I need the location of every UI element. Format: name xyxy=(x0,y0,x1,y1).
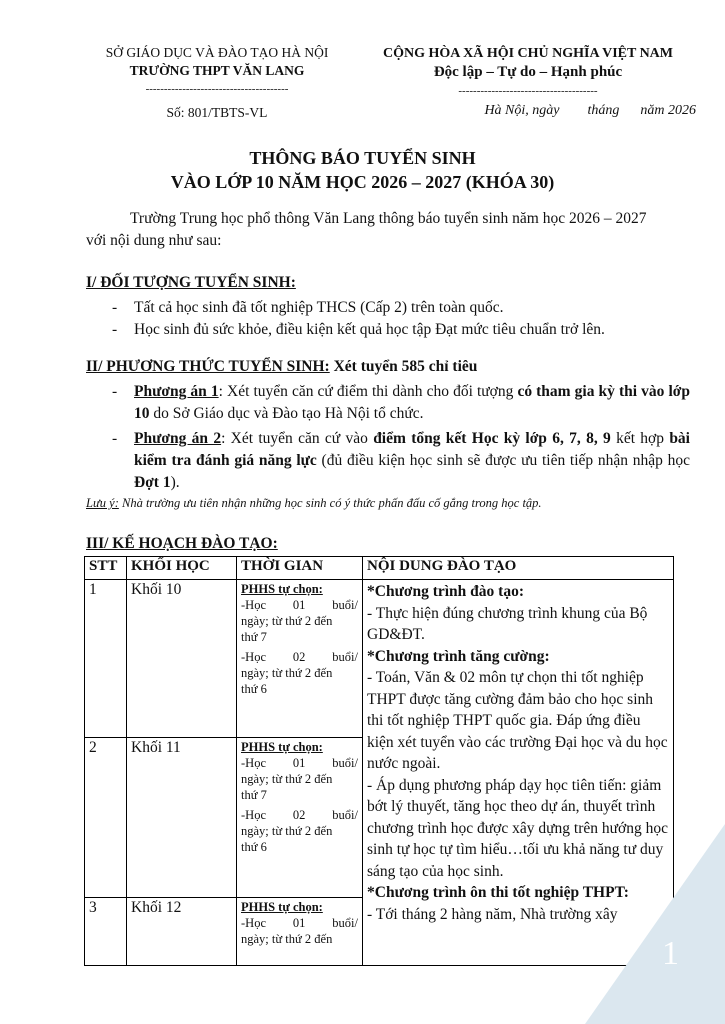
corner-decoration xyxy=(585,824,725,1024)
option-2-text: : Xét tuyển căn cứ vào xyxy=(221,430,374,447)
schedule-text: buổi/ xyxy=(332,916,358,930)
section-1-heading: I/ ĐỐI TƯỢNG TUYỂN SINH: xyxy=(86,274,296,291)
date-line: Hà Nội, ngày tháng năm 2026 xyxy=(484,103,696,118)
content-text: - Thực hiện đúng chương trình khung của Bộ GD&ĐT. xyxy=(367,604,648,643)
section-3-heading: III/ KẾ HOẠCH ĐÀO TẠO: xyxy=(86,535,278,552)
option-2-emphasis: điểm tổng kết Học kỳ lớp 6, 7, 8, 9 xyxy=(373,430,611,447)
schedule-option xyxy=(241,755,358,771)
option-1 xyxy=(112,381,690,425)
schedule-text: -Học xyxy=(241,808,266,822)
schedule-text: -Học xyxy=(241,598,266,612)
schedule-heading: PHHS tự chọn: xyxy=(241,582,323,596)
bullet-dash: - xyxy=(112,383,118,400)
content-text: - Áp dụng phương pháp dạy học tiên tiến: giảm bớt lý thuyết, tăng học theo dự án, thuyết trình chương trình học được xây dựng trên hướng học sinh tự học tự tìm hiểu…tối ưu khả năng tư duy sáng tạo của học sinh. xyxy=(367,776,668,880)
content-text: - Toán, Văn & 02 môn tự chọn thi tốt nghiệp THPT được tăng cường đảm bảo cho học sinh thi tốt nghiệp THPT quốc gia. Đáp ứng điều kiện xét tuyển vào các trường Đại học và du học nước ngoài. xyxy=(367,669,668,772)
bullet-dash: - xyxy=(112,321,118,338)
schedule-text: 01 xyxy=(292,916,306,930)
schedule-text: 01 xyxy=(292,756,306,770)
grade-cell: Khối 11 xyxy=(127,738,237,898)
schedule-text: ngày; từ thứ 2 đến xyxy=(241,614,333,628)
column-header-time: THỜI GIAN xyxy=(237,557,363,580)
section-2-quota: Xét tuyển 585 chỉ tiêu xyxy=(329,358,478,375)
item-text: Học sinh đủ sức khỏe, điều kiện kết quả học tập Đạt mức tiêu chuẩn trở lên. xyxy=(134,321,605,338)
content-heading: *Chương trình đào tạo: xyxy=(367,583,524,600)
schedule-text: 02 xyxy=(292,650,306,664)
national-title: CỘNG HÒA XÃ HỘI CHỦ NGHĨA VIỆT NAM xyxy=(382,46,673,61)
schedule-cell xyxy=(237,738,363,898)
item-text: Tất cả học sinh đã tốt nghiệp THCS (Cấp 2) trên toàn quốc. xyxy=(134,299,504,316)
option-1-text-end: do Sở Giáo dục và Đào tạo Hà Nội tổ chức. xyxy=(149,405,424,422)
stt-cell: 3 xyxy=(85,898,127,966)
schedule-text: ngày; từ thứ 2 đến xyxy=(241,932,333,946)
note-text: Nhà trường ưu tiên nhận những học sinh có ý thức phấn đấu cố gắng trong học tập. xyxy=(118,496,542,510)
schedule-text: buổi/ xyxy=(332,756,358,770)
schedule-cell xyxy=(237,580,363,738)
schedule-heading: PHHS tự chọn: xyxy=(241,900,323,914)
table-row xyxy=(85,580,674,738)
intro-paragraph: Trường Trung học phổ thông Văn Lang thông báo tuyển sinh năm học 2026 – 2027 với nội dung như sau: xyxy=(86,210,647,249)
option-1-label: Phương án 1 xyxy=(134,383,219,400)
section-2-title: II/ PHƯƠNG THỨC TUYỂN SINH: xyxy=(86,358,330,375)
option-2-text-end: ). xyxy=(170,474,180,491)
schedule-option xyxy=(241,915,358,931)
note-label: Lưu ý: xyxy=(86,496,119,510)
schedule-option xyxy=(241,597,358,613)
column-header-content: NỘI DUNG ĐÀO TẠO xyxy=(363,557,674,580)
schedule-text: ngày; từ thứ 2 đến xyxy=(241,824,333,838)
option-2 xyxy=(112,428,690,494)
grade-cell: Khối 10 xyxy=(127,580,237,738)
department-name: SỞ GIÁO DỤC VÀ ĐÀO TẠO HÀ NỘI xyxy=(105,45,329,60)
bullet-dash: - xyxy=(112,299,118,316)
option-2-round: Đợt 1 xyxy=(134,474,171,491)
stt-cell: 1 xyxy=(85,580,127,738)
header-right xyxy=(350,44,706,120)
schedule-text: buổi/ xyxy=(332,808,358,822)
table-header-row xyxy=(85,557,674,580)
section-1-item xyxy=(112,297,690,319)
content-text: - Tới tháng 2 hàng năm, Nhà trường xây xyxy=(367,905,618,923)
section-2-heading xyxy=(86,358,477,376)
schedule-text: -Học xyxy=(241,650,266,664)
schedule-option xyxy=(241,807,358,823)
schedule-text: ngày; từ thứ 2 đến xyxy=(241,772,333,786)
column-header-grade: KHỐI HỌC xyxy=(127,557,237,580)
bullet-dash: - xyxy=(112,430,118,447)
schedule-text: 01 xyxy=(292,598,306,612)
schedule-text: -Học xyxy=(241,756,266,770)
schedule-text: thứ 6 xyxy=(241,682,267,696)
title-line-2: VÀO LỚP 10 NĂM HỌC 2026 – 2027 (KHÓA 30) xyxy=(170,172,555,192)
schedule-text: ngày; từ thứ 2 đến xyxy=(241,666,333,680)
option-1-emphasis: có tham gia kỳ thi vào lớp 10 xyxy=(134,383,690,422)
schedule-heading: PHHS tự chọn: xyxy=(241,740,323,754)
schedule-text: buổi/ xyxy=(332,650,358,664)
option-1-text: : Xét tuyển căn cứ điểm thi dành cho đối tượng xyxy=(218,383,518,400)
section-1-item xyxy=(112,319,690,341)
option-2-label: Phương án 2 xyxy=(134,430,222,447)
option-2-text-3: (đủ điều kiện học sinh sẽ được ưu tiên tiếp nhận nhập học xyxy=(316,452,691,469)
document-number: Số: 801/TBTS-VL xyxy=(166,105,268,120)
schedule-text: thứ 7 xyxy=(241,630,267,644)
page-title xyxy=(0,146,725,194)
option-2-emphasis-2: bài kiểm tra đánh giá năng lực xyxy=(134,430,690,469)
schedule-text: thứ 7 xyxy=(241,788,267,802)
content-heading: *Chương trình ôn thi tốt nghiệp THPT: xyxy=(367,884,629,901)
stt-cell: 2 xyxy=(85,738,127,898)
schedule-option xyxy=(241,649,358,665)
schedule-text: buổi/ xyxy=(332,598,358,612)
column-header-stt: STT xyxy=(85,557,127,580)
schedule-text: 02 xyxy=(292,808,306,822)
schedule-cell xyxy=(237,898,363,966)
schedule-text: thứ 6 xyxy=(241,840,267,854)
school-name: TRƯỜNG THPT VĂN LANG xyxy=(129,63,305,78)
option-2-text-2: kết hợp xyxy=(610,430,670,447)
header-left xyxy=(78,44,356,122)
national-motto: Độc lập – Tự do – Hạnh phúc xyxy=(433,64,623,80)
header-right-rule: -------------------------------------- xyxy=(458,85,598,97)
schedule-text: -Học xyxy=(241,916,266,930)
grade-cell: Khối 12 xyxy=(127,898,237,966)
content-heading: *Chương trình tăng cường: xyxy=(367,647,550,665)
header-left-rule: --------------------------------------- xyxy=(145,83,289,95)
note xyxy=(86,496,542,511)
title-line-1: THÔNG BÁO TUYỂN SINH xyxy=(249,148,476,168)
page-number: 1 xyxy=(662,935,679,972)
